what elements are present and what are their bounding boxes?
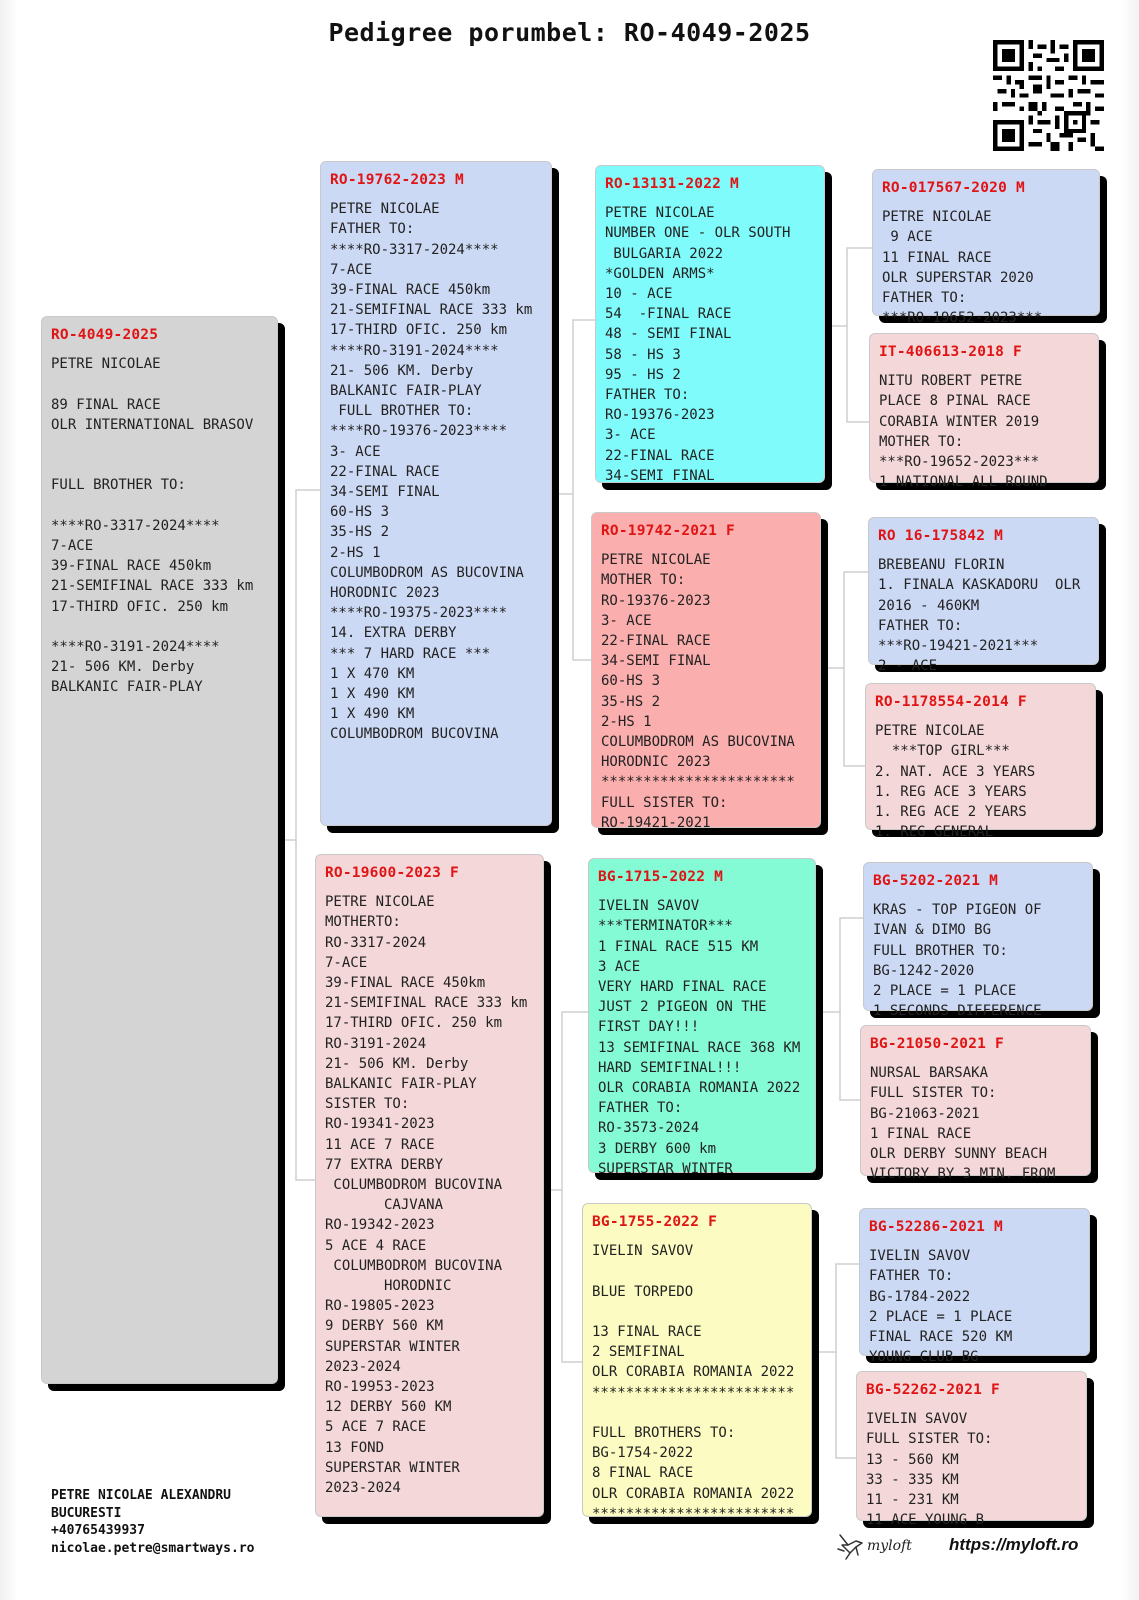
pedigree-card-subject[interactable] <box>41 316 278 1384</box>
pedigree-card-ssd[interactable] <box>869 333 1099 491</box>
card-text: PETRE NICOLAE 89 FINAL RACE OLR INTERNATIONAL BRASOV FULL BROTHER TO: ****RO-3317-2024**** 7-ACE 39-FINAL RACE 450km 21-SEMIFINAL RACE 333 km 17-THIRD OFIC. 250 km ****RO-3191-2024**** 21- 506 KM. Derby BALKANIC FAIR-PLAY <box>51 356 254 696</box>
card-text: PETRE NICOLAE FATHER TO: ****RO-3317-2024**** 7-ACE 39-FINAL RACE 450km 21-SEMIFINAL RACE 333 km 17-THIRD OFIC. 250 km ****RO-3191-2024**** 21- 506 KM. Derby BALKANIC FAIR-PLAY FULL BROTHER TO: ****RO-19376-2023**** 3- ACE 22-FINAL RACE 34-SEMI FINAL 60-HS 3 35-HS 2 2-HS 1 COLUMBODROM AS BUCOVINA HORODNIC 2023 ****RO-19375-2023**** 14. EXTRA DERBY *** 7 HARD RACE *** 1 X 470 KM 1 X 490 KM 1 X 490 KM COLUMBODROM BUCOVINA <box>330 201 533 743</box>
page-title: Pedigree porumbel: RO-4049-2025 <box>328 18 811 47</box>
ring-number: RO-19600-2023 F <box>325 865 459 881</box>
ring-number: RO-19762-2023 M <box>330 172 464 188</box>
ring-number: RO-4049-2025 <box>51 327 159 343</box>
card-text: KRAS - TOP PIGEON OF IVAN & DIMO BG FULL BROTHER TO: BG-1242-2020 2 PLACE = 1 PLACE 1 SECONDS DIFFERENCE <box>873 902 1042 1020</box>
pedigree-card-ddd[interactable] <box>856 1371 1087 1529</box>
card-text: IVELIN SAVOV FATHER TO: BG-1784-2022 2 PLACE = 1 PLACE FINAL RACE 520 KM YOUNG CLUB BG <box>869 1248 1013 1366</box>
owner-email[interactable]: nicolae.petre@smartways.ro <box>51 1540 255 1556</box>
brand-url-link[interactable]: https://myloft.ro <box>949 1535 1079 1554</box>
pedigree-card-sdd[interactable] <box>865 683 1096 841</box>
card-text: IVELIN SAVOV ***TERMINATOR*** 1 FINAL RACE 515 KM 3 ACE VERY HARD FINAL RACE JUST 2 PIGEON ON THE FIRST DAY!!! 13 SEMIFINAL RACE 368 KM HARD SEMIFINAL!!! OLR CORABIA ROMANIA 2022 FATHER TO: RO-3573-2024 3 DERBY 600 km SUPERSTAR WINTER <box>598 898 801 1177</box>
ring-number: RO-19742-2021 F <box>601 523 735 539</box>
brand-name: myloft <box>867 1538 912 1554</box>
pedigree-card-dss[interactable] <box>863 862 1093 1020</box>
card-text: IVELIN SAVOV BLUE TORPEDO 13 FINAL RACE 2 SEMIFINAL OLR CORABIA ROMANIA 2022 ************************ FULL BROTHERS TO: BG-1754-2022 8 FINAL RACE OLR CORABIA ROMANIA 2022 ************************ <box>592 1243 795 1522</box>
pedigree-card-sds[interactable] <box>868 517 1099 675</box>
ring-number: BG-52286-2021 M <box>869 1219 1003 1235</box>
ring-number: BG-1755-2022 F <box>592 1214 718 1230</box>
pedigree-card-dds[interactable] <box>859 1208 1090 1366</box>
card-text: IVELIN SAVOV FULL SISTER TO: 13 - 560 KM 33 - 335 KM 11 - 231 KM 11 ACE YOUNG B <box>866 1411 993 1529</box>
card-text: PETRE NICOLAE 9 ACE 11 FINAL RACE OLR SUPERSTAR 2020 FATHER TO: ***RO-19652-2023*** <box>882 209 1043 327</box>
pedigree-card-dam-sire[interactable] <box>588 858 816 1177</box>
owner-name: PETRE NICOLAE ALEXANDRU <box>51 1488 232 1503</box>
ring-number: RO 16-175842 M <box>878 528 1004 544</box>
card-text: PETRE NICOLAE MOTHERTO: RO-3317-2024 7-ACE 39-FINAL RACE 450km 21-SEMIFINAL RACE 333 km 17-THIRD OFIC. 250 km RO-3191-2024 21- 506 KM. Derby BALKANIC FAIR-PLAY SISTER TO: RO-19341-2023 11 ACE 7 RACE 77 EXTRA DERBY COLUMBODROM BUCOVINA CAJVANA RO-19342-2023 5 ACE 4 RACE COLUMBODROM BUCOVINA HORODNIC RO-19805-2023 9 DERBY 560 KM SUPERSTAR WINTER 2023-2024 RO-19953-2023 12 DERBY 560 KM 5 ACE 7 RACE 13 FOND SUPERSTAR WINTER 2023-2024 <box>325 894 528 1497</box>
ring-number: RO-017567-2020 M <box>882 180 1025 196</box>
pedigree-card-dsd[interactable] <box>860 1025 1091 1183</box>
card-text: NURSAL BARSAKA FULL SISTER TO: BG-21063-2021 1 FINAL RACE OLR DERBY SUNNY BEACH VICTORY BY 3 MIN. FROM <box>870 1065 1056 1183</box>
pedigree-card-sire-dam[interactable] <box>591 512 821 831</box>
pedigree-card-dam-dam[interactable] <box>582 1203 812 1522</box>
card-text: PETRE NICOLAE MOTHER TO: RO-19376-2023 3- ACE 22-FINAL RACE 34-SEMI FINAL 60-HS 3 35-HS 2 2-HS 1 COLUMBODROM AS BUCOVINA HORODNIC 2023 *********************** FULL SISTER TO: RO-19421-2021 <box>601 552 795 831</box>
owner-contact-block <box>51 1487 255 1557</box>
ring-number: BG-1715-2022 M <box>598 869 724 885</box>
card-text: NITU ROBERT PETRE PLACE 8 PINAL RACE CORABIA WINTER 2019 MOTHER TO: ***RO-19652-2023*** 1 NATIONAL ALL ROUND <box>879 373 1048 491</box>
owner-city: BUCURESTI <box>51 1505 122 1521</box>
ring-number: IT-406613-2018 F <box>879 344 1022 360</box>
card-text: PETRE NICOLAE ***TOP GIRL*** 2. NAT. ACE 3 YEARS 1. REG ACE 3 YEARS 1. REG ACE 2 YEARS 1. REG GENERAL <box>875 723 1036 841</box>
ring-number: BG-21050-2021 F <box>870 1036 1004 1052</box>
myloft-bird-logo-icon <box>836 1531 864 1561</box>
card-text: PETRE NICOLAE NUMBER ONE - OLR SOUTH BULGARIA 2022 *GOLDEN ARMS* 10 - ACE 54 -FINAL RACE 48 - SEMI FINAL 58 - HS 3 95 - HS 2 FATHER TO: RO-19376-2023 3- ACE 22-FINAL RACE 34-SEMI FINAL <box>605 205 791 484</box>
pedigree-card-sire[interactable] <box>320 161 552 826</box>
ring-number: BG-52262-2021 F <box>866 1382 1000 1398</box>
myloft-brand <box>836 1531 912 1561</box>
ring-number: BG-5202-2021 M <box>873 873 999 889</box>
ring-number: RO-1178554-2014 F <box>875 694 1027 710</box>
pedigree-card-dam[interactable] <box>315 854 544 1517</box>
ring-number: RO-13131-2022 M <box>605 176 739 192</box>
card-text: BREBEANU FLORIN 1. FINALA KASKADORU OLR 2016 - 460KM FATHER TO: ***RO-19421-2021*** 2 - ACE <box>878 557 1081 675</box>
pedigree-card-sire-sire[interactable] <box>595 165 825 483</box>
owner-phone[interactable]: +40765439937 <box>51 1523 145 1538</box>
pedigree-card-sss[interactable] <box>872 169 1100 327</box>
